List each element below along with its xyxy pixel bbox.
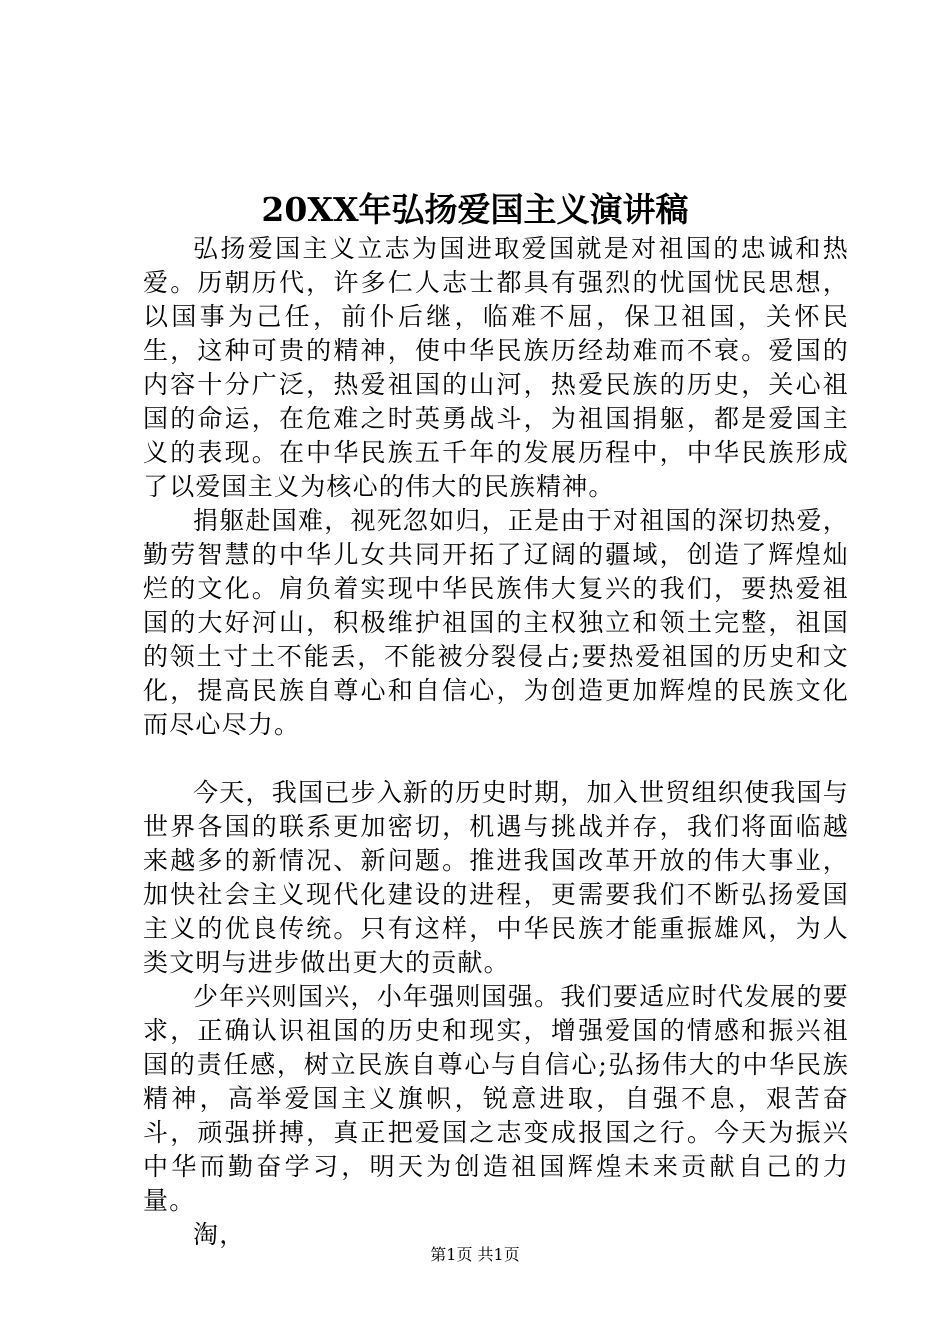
- document-body: [143, 232, 849, 1252]
- paragraph-1: 弘扬爱国主义立志为国进取爱国就是对祖国的忠诚和热爱。历朝历代，许多仁人志士都具有强烈的忧国忧民思想，以国事为己任，前仆后继，临难不屈，保卫祖国，关怀民生，这种可贵的精神，使中华民族历经劫难而不衰。爱国的内容十分广泛，热爱祖国的山河，热爱民族的历史，关心祖国的命运，在危难之时英勇战斗，为祖国捐躯，都是爱国主义的表现。在中华民族五千年的发展历程中，中华民族形成了以爱国主义为核心的伟大的民族精神。: [143, 234, 849, 501]
- paragraph-2: 捐躯赴国难，视死忽如归，正是由于对祖国的深切热爱，勤劳智慧的中华儿女共同开拓了辽阔的疆域，创造了辉煌灿烂的文化。肩负着实现中华民族伟大复兴的我们，要热爱祖国的大好河山，积极维护祖国的主权独立和领土完整，祖国的领土寸土不能丢，不能被分裂侵占;要热爱祖国的历史和文化，提高民族自尊心和自信心，为创造更加辉煌的民族文化而尽心尽力。: [143, 506, 849, 739]
- paragraph-4: 少年兴则国兴，小年强则国强。我们要适应时代发展的要求，正确认识祖国的历史和现实，增强爱国的情感和振兴祖国的责任感，树立民族自尊心与自信心;弘扬伟大的中华民族精神，高举爱国主义旗帜，锐意进取，自强不息，艰苦奋斗，顽强拼搏，真正把爱国之志变成报国之行。今天为振兴中华而勤奋学习，明天为创造祖国辉煌未来贡献自己的力量。: [143, 982, 849, 1215]
- page-footer: 第1页 共1页: [430, 1245, 520, 1264]
- paragraph-3: 今天，我国已步入新的历史时期，加入世贸组织使我国与世界各国的联系更加密切，机遇与挑战并存，我们将面临越来越多的新情况、新问题。推进我国改革开放的伟大事业，加快社会主义现代化建设的进程，更需要我们不断弘扬爱国主义的优良传统。只有这样，中华民族才能重振雄风，为人类文明与进步做出更大的贡献。: [143, 778, 849, 977]
- document-title: 20XX年弘扬爱国主义演讲稿: [261, 190, 689, 229]
- paragraph-spacer: [143, 742, 849, 776]
- paragraph-5: 淘，: [193, 1220, 246, 1249]
